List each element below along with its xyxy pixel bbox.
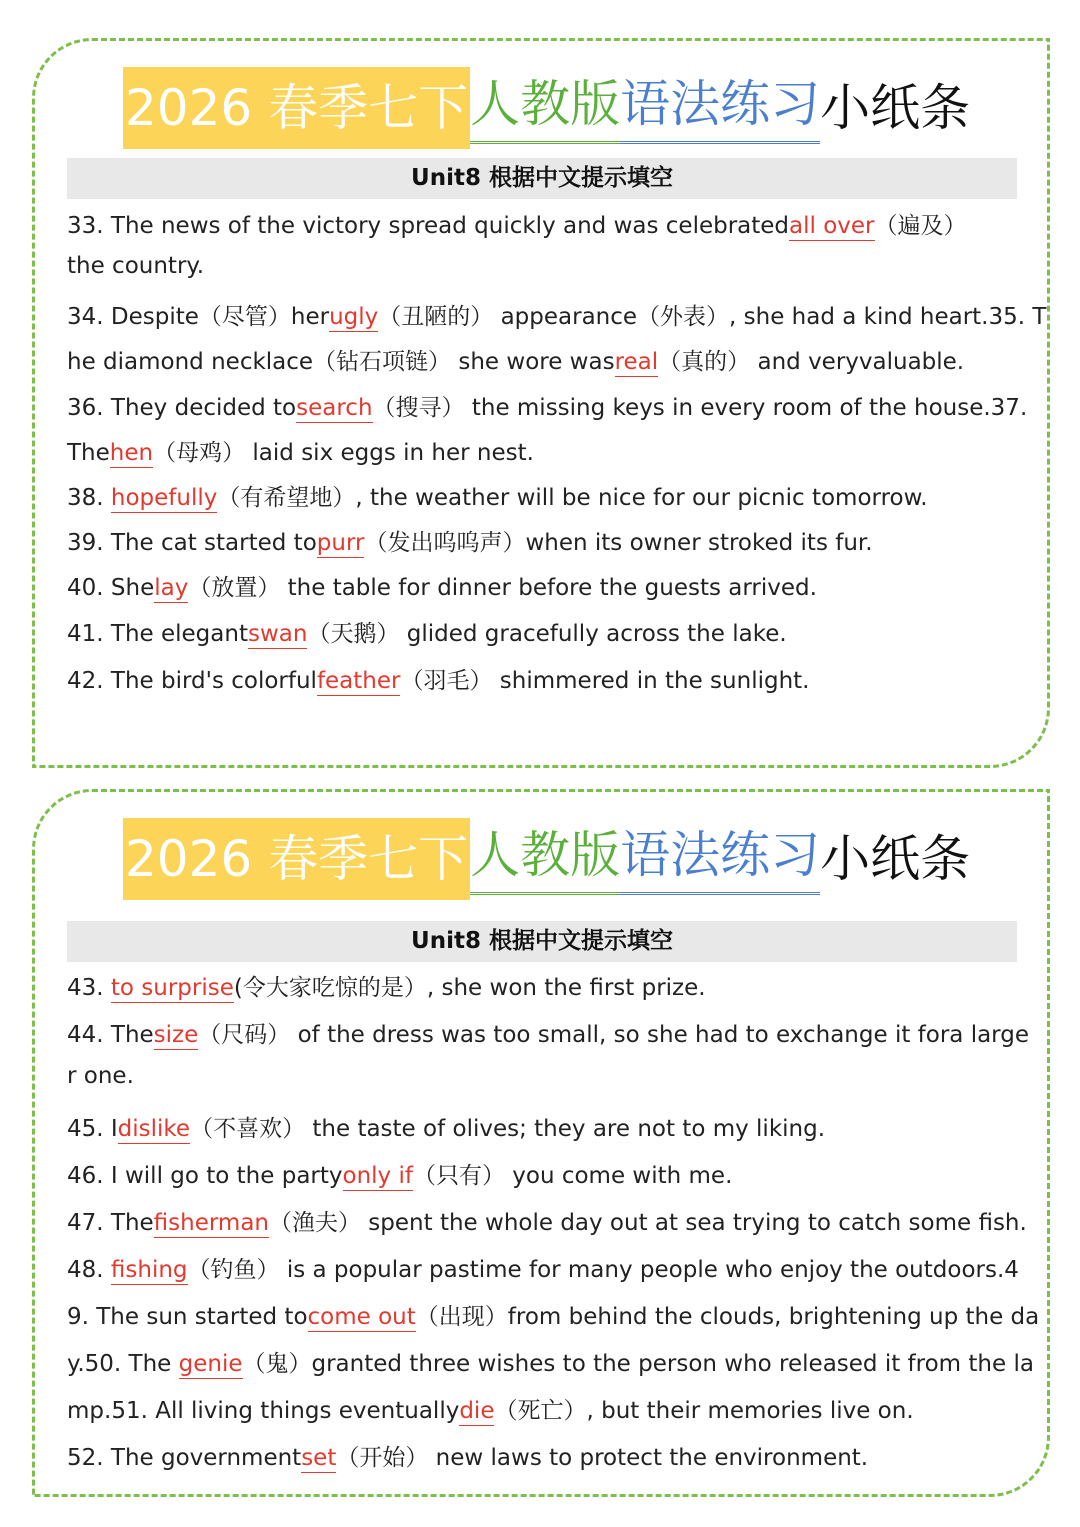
sentence-text: （有希望地）, the weather will be nice for our picnic tomorrow.: [217, 485, 928, 511]
exercise-line: [67, 1063, 134, 1089]
answer-blank: only if: [342, 1163, 413, 1189]
exercise-line: [67, 1439, 868, 1472]
answer-blank: to surprise: [110, 975, 234, 1001]
exercise-line: [67, 1298, 1039, 1331]
sentence-text: 39. The cat started to: [67, 530, 317, 556]
sentence-text: mp.51. All living things eventually: [67, 1398, 460, 1424]
sentence-text: r one.: [67, 1063, 134, 1089]
title-year-season: 2026 春季七下: [123, 818, 470, 900]
exercise-line: [67, 1157, 732, 1190]
sentence-text: （尺码） of the dress was too small, so she had to exchange it fora large: [198, 1022, 1029, 1048]
sentence-text: （羽毛） shimmered in the sunlight.: [400, 668, 810, 694]
sentence-text: （渔夫） spent the whole day out at sea trying to catch some fish.: [269, 1210, 1027, 1236]
sentence-text: （真的） and veryvaluable.: [658, 349, 965, 375]
title-slip: 小纸条: [820, 830, 971, 888]
sentence-text: 33. The news of the victory spread quickly and was celebrated: [67, 213, 790, 239]
exercise-line: [67, 524, 873, 557]
answer-blank: dislike: [117, 1116, 191, 1142]
sentence-text: （母鸡） laid six eggs in her nest.: [153, 440, 534, 466]
exercise-line: [67, 253, 204, 279]
worksheet-card-1: [32, 38, 1050, 768]
exercise-line: [67, 434, 534, 467]
answer-blank: set: [301, 1445, 337, 1471]
answer-blank: swan: [247, 621, 308, 647]
sentence-text: 41. The elegant: [67, 621, 248, 647]
sentence-text: （天鹅） glided gracefully across the lake.: [307, 621, 787, 647]
sentence-text: 46. I will go to the party: [67, 1163, 343, 1189]
answer-blank: die: [459, 1398, 495, 1424]
sentence-text: （发出呜呜声）when its owner stroked its fur.: [364, 530, 873, 556]
sentence-text: （只有） you come with me.: [412, 1163, 733, 1189]
sentence-text: （丑陋的） appearance（外表）, she had a kind heart.35. T: [378, 304, 1047, 330]
sentence-text: （鬼）granted three wishes to the person who released it from the la: [242, 1351, 1034, 1377]
sentence-text: （死亡）, but their memories live on.: [494, 1398, 914, 1424]
exercise-line: [67, 662, 809, 695]
sentence-text: 48.: [67, 1257, 111, 1283]
unit-heading: Unit8 根据中文提示填空: [67, 158, 1017, 199]
sentence-text: 43.: [67, 975, 111, 1001]
exercise-line: [67, 1204, 1027, 1237]
exercise-line: [67, 479, 928, 512]
answer-blank: feather: [316, 668, 401, 694]
card-title: [123, 67, 970, 149]
answer-blank: search: [296, 395, 373, 421]
sentence-text: 9. The sun started to: [67, 1304, 308, 1330]
answer-blank: hen: [109, 440, 154, 466]
sentence-text: 34. Despite（尽管）her: [67, 304, 330, 330]
exercise-line: [67, 1016, 1029, 1049]
sentence-text: （出现）from behind the clouds, brightening up the da: [415, 1304, 1040, 1330]
sentence-text: 44. The: [67, 1022, 154, 1048]
answer-blank: fisherman: [153, 1210, 269, 1236]
exercise-line: [67, 615, 787, 648]
sentence-text: 40. She: [67, 575, 155, 601]
sentence-text: he diamond necklace（钻石项链） she wore was: [67, 349, 615, 375]
title-grammar-practice: 语法练习: [620, 818, 820, 895]
answer-blank: real: [614, 349, 659, 375]
sentence-text: （搜寻） the missing keys in every room of the house.37.: [372, 395, 1028, 421]
worksheet-card-2: [32, 789, 1050, 1497]
exercise-line: [67, 207, 967, 240]
exercise-line: [67, 1251, 1019, 1284]
sentence-text: 47. The: [67, 1210, 154, 1236]
unit-heading: Unit8 根据中文提示填空: [67, 921, 1017, 962]
title-year-season: 2026 春季七下: [123, 67, 470, 149]
answer-blank: genie: [178, 1351, 243, 1377]
exercise-line: [67, 1392, 914, 1425]
sentence-text: The: [67, 440, 110, 466]
answer-blank: fishing: [110, 1257, 188, 1283]
answer-blank: size: [153, 1022, 199, 1048]
answer-blank: purr: [316, 530, 365, 556]
exercise-line: [67, 298, 1046, 331]
title-edition: 人教版: [470, 818, 620, 895]
answer-blank: ugly: [329, 304, 379, 330]
exercise-line: [67, 969, 706, 1002]
sentence-text: the country.: [67, 253, 205, 279]
title-edition: 人教版: [470, 67, 620, 144]
sentence-text: （钓鱼） is a popular pastime for many people who enjoy the outdoors.4: [187, 1257, 1019, 1283]
exercise-line: [67, 1345, 1034, 1378]
answer-blank: hopefully: [110, 485, 218, 511]
answer-blank: all over: [789, 213, 875, 239]
sentence-text: y.50. The: [67, 1351, 179, 1377]
sentence-text: (令大家吃惊的是）, she won the first prize.: [233, 975, 706, 1001]
exercise-line: [67, 1110, 825, 1143]
sentence-text: 45. I: [67, 1116, 118, 1142]
title-grammar-practice: 语法练习: [620, 67, 820, 144]
sentence-text: 38.: [67, 485, 111, 511]
card-title: [123, 818, 970, 900]
answer-blank: come out: [307, 1304, 416, 1330]
sentence-text: 36. They decided to: [67, 395, 297, 421]
sentence-text: （遍及）: [874, 213, 967, 239]
sentence-text: 52. The government: [67, 1445, 302, 1471]
exercise-line: [67, 389, 1027, 422]
exercise-line: [67, 343, 964, 376]
title-slip: 小纸条: [820, 79, 971, 137]
sentence-text: （开始） new laws to protect the environment.: [336, 1445, 869, 1471]
sentence-text: （放置） the table for dinner before the guests arrived.: [188, 575, 817, 601]
sentence-text: （不喜欢） the taste of olives; they are not to my liking.: [190, 1116, 826, 1142]
sentence-text: 42. The bird's colorful: [67, 668, 317, 694]
answer-blank: lay: [154, 575, 189, 601]
exercise-line: [67, 569, 817, 602]
